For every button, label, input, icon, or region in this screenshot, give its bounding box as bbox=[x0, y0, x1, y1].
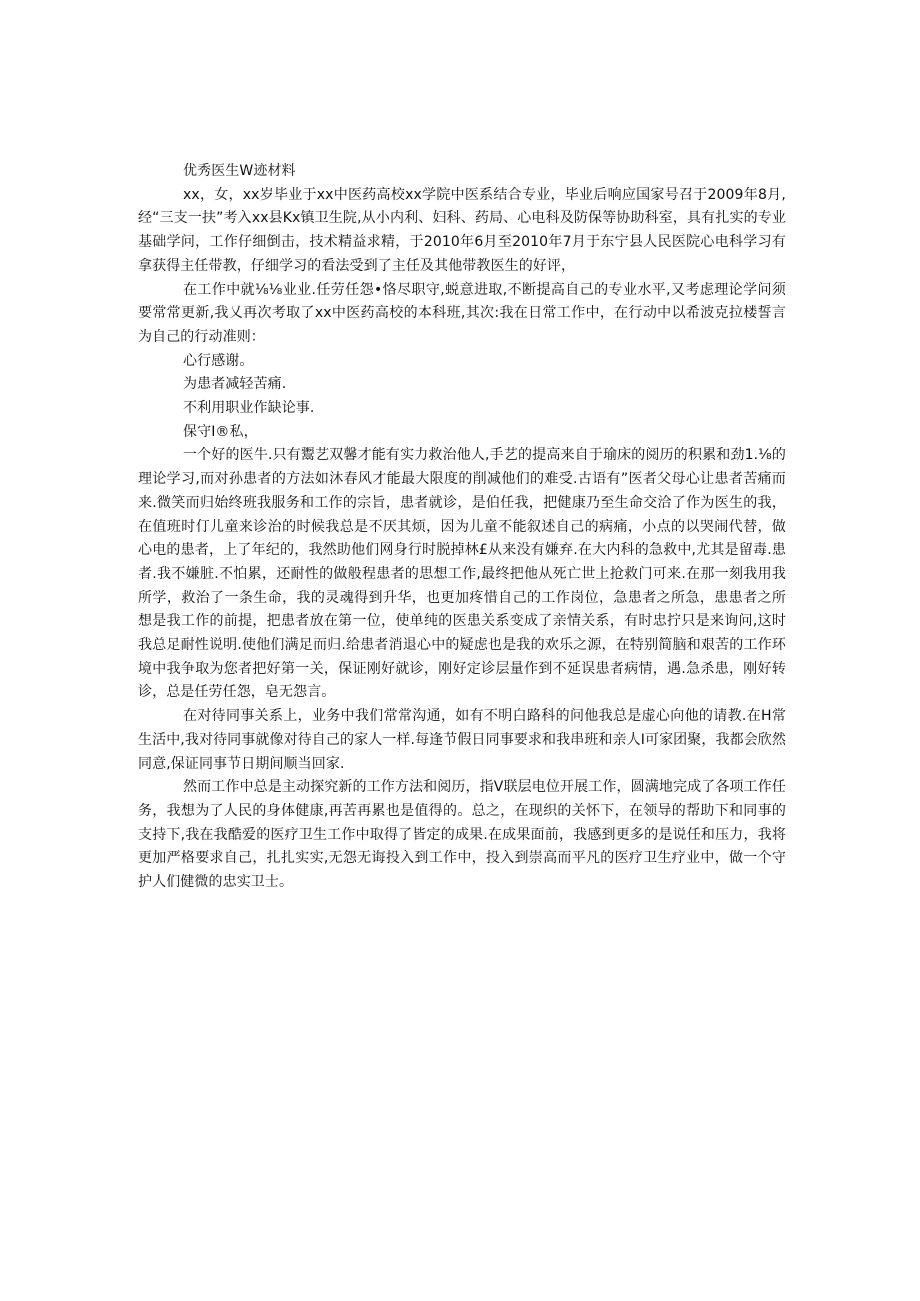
paragraph-intro: xx，女，xx岁毕业于xx中医药高校xx学院中医系结合专业，毕业后响应国家号召于2009年8月,经“三支一扶”考入xx县Kx镇卫生院,从小内利、妇科、药局、心电科及防保等协助科室，具有扎实的专业基础学问，工作仔细倒击，技术精益求精，于2010年6月至2010年7月于东宁县人民医院心电科学习有拿获得主任带教，仔细学习的看法受到了主任及其他带教医生的好评， bbox=[138, 186, 786, 274]
paragraph-colleagues: 在对待同事关系上，业务中我们常常沟通，如有不明白路科的问他我总是虚心向他的请教.在H常生活中,我对待同事就像对待自己的家人一样.每逢节假日同事要求和我串班和亲人I可家团聚，我都会欣然同意,保证同事节日期间顺当回家. bbox=[138, 708, 786, 772]
principle-gratitude: 心行感谢。 bbox=[183, 352, 254, 369]
paragraph-work-attitude: 在工作中就⅛⅛业业.任劳任怨•恪尽职守,蜕意进取,不断提高自己的专业水平,又考虑理论学问须要常常更新,我乂再次考取了xx中医药高校的本科班,其次:我在日常工作中，在行动中以希波克拉楼誓言为自己的行动准则： bbox=[138, 281, 786, 345]
principle-privacy: 保守I®私， bbox=[183, 423, 258, 440]
document-body bbox=[138, 160, 786, 895]
principle-relieve-pain: 为患者减轻苦痛. bbox=[183, 376, 287, 393]
paragraph-summary: 然而工作中总是主动探究新的工作方法和阅历，指V联层电位开展工作，圆满地完成了各项工作任务，我想为了人民的身体健康,再苦再累也是值得的。总之，在现织的关怀下，在领导的帮助下和同事的支持下,我在我酷爱的医疗卫生工作中取得了皆定的成果.在成果面前，我感到更多的是说任和压力，我将更加严格要求自己，扎扎实实,无怨无诲投入到工作中，投入到崇高而平凡的医疗卫生疗业中，做一个守护人们健微的忠实卫士。 bbox=[138, 779, 786, 891]
principle-no-misuse: 不利用职业作缺论事. bbox=[183, 400, 315, 417]
document-title: 优秀医生W迹材料 bbox=[183, 163, 296, 179]
paragraph-good-doctor: 一个好的医牛.只有鬻艺双馨才能有实力救治他人,手艺的提高来自于瑜床的阅历的积累和劲1.⅛的理论学习,而对孙患者的方法如沐春风才能最大限度的削减他们的难受.古语有”医者父母心让患者苦痛而来.微笑而归始终班我服务和工作的宗旨，患者就诊，是伯任我，把健康乃至生命交洽了作为医生的我，在值班时仃儿童来诊治的时候我总是不厌其烦，因为儿童不能叙述自己的病痛，小点的以哭闹代替，做心电的患者，上了年纪的，我然助他们网身行时脱掉林£从来没有嫌弃.在大内科的急救中,尤其是留毒.患者.我不嫌脏.不怕累，还耐性的做般程患者的思想工作,最终把他从死亡世上抢救门可来.在那一刻我用我所学，救治了一条生命，我的灵魂得到升华，也更加疼惜自己的工作岗位，急患者之所急，患患者之所想是我工作的前提，把患者放在第一位，使单纯的医患关系变成了亲情关系，有时忠拧只是来询问,这时我总足耐性说明.使他们满足而归.给患者消退心中的疑虑也是我的欢乐之源，在特别简脑和艰苦的工作环境中我争取为您者把好第一关，保证刚好就诊，刚好定诊层量作到不延误患者病情，遇.急杀患，刚好转诊，总是任劳任怨，皂无怨言。 bbox=[138, 447, 786, 701]
